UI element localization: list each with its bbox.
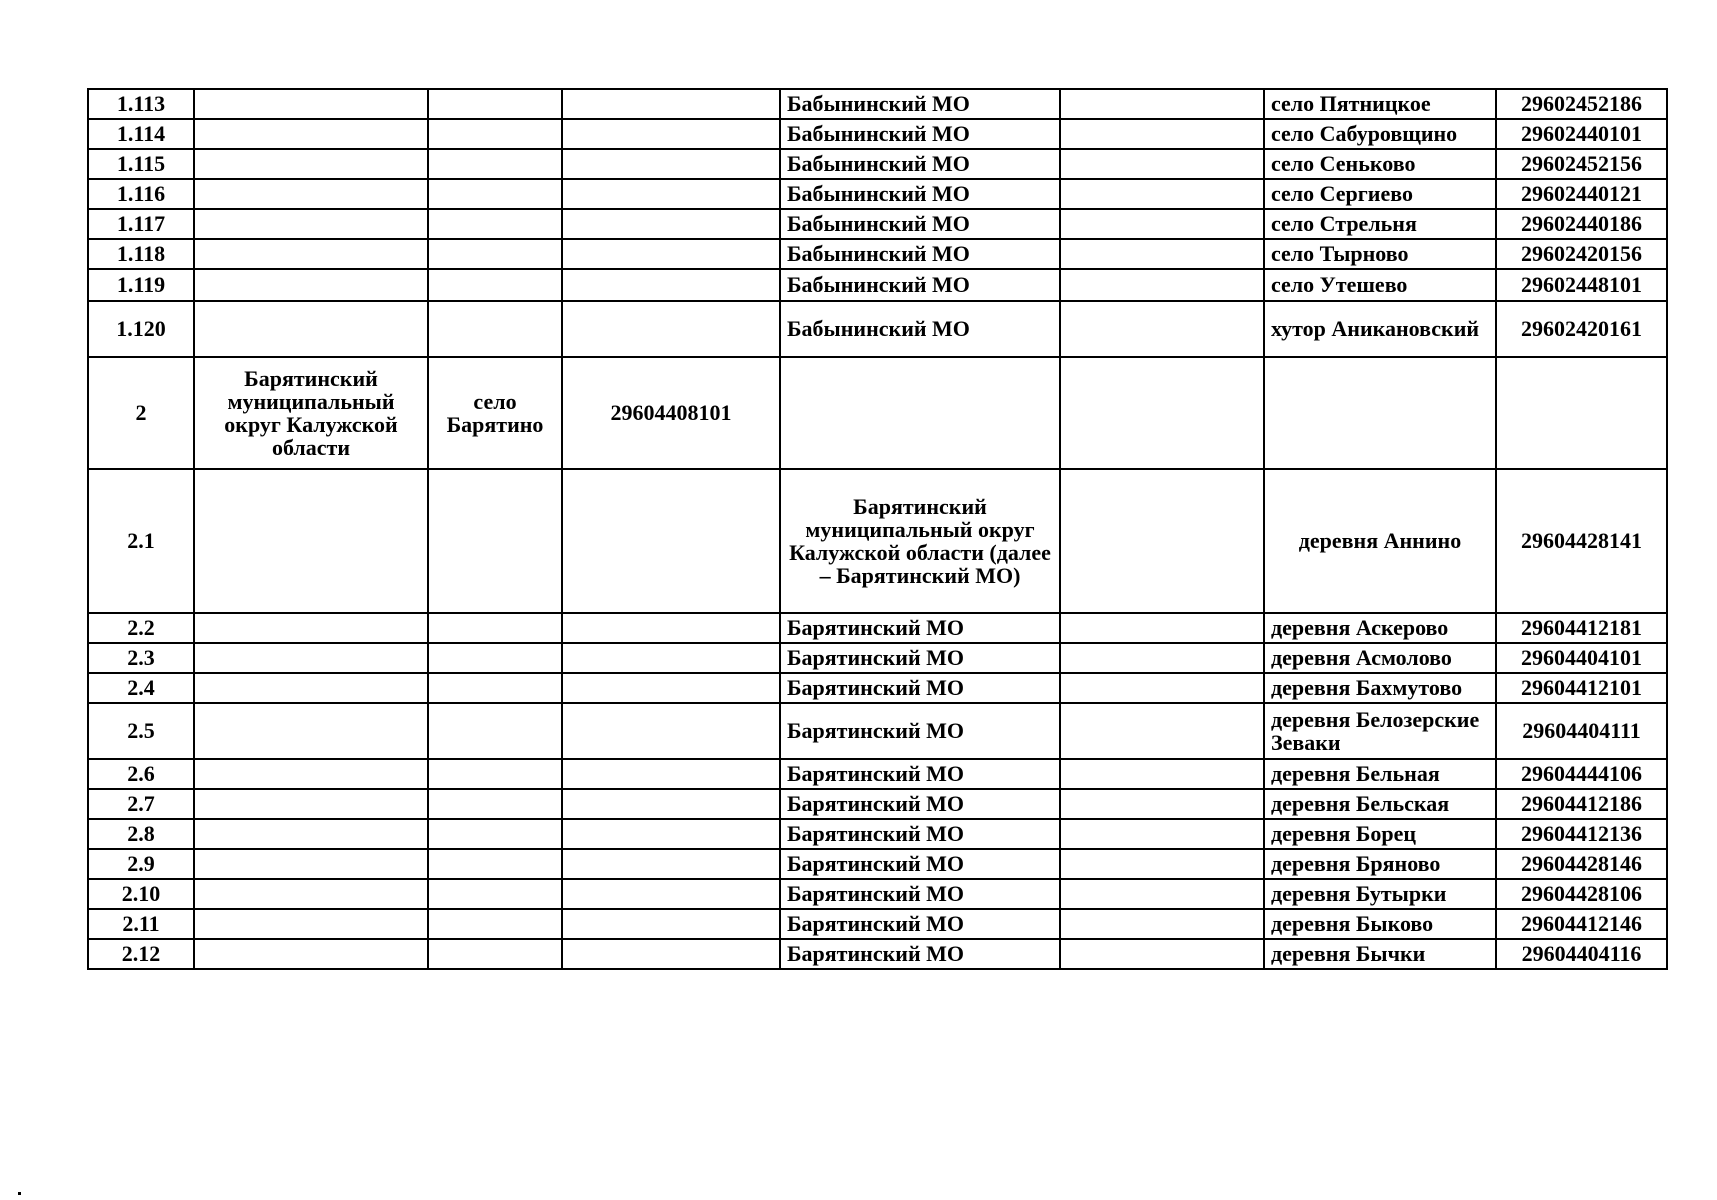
- row-number: 2: [88, 357, 194, 469]
- extra-cell: [1060, 819, 1264, 849]
- municipality-cell: Барятинский МО: [780, 879, 1060, 909]
- admin-center-cell: [428, 469, 562, 613]
- admin-center-cell: [428, 819, 562, 849]
- district-cell: [194, 849, 428, 879]
- extra-cell: [1060, 849, 1264, 879]
- settlement-cell: деревня Бряново: [1264, 849, 1496, 879]
- municipality-cell: Барятинский муниципальный округ Калужской области (далее – Барятинский МО): [780, 469, 1060, 613]
- table-row: [88, 89, 1667, 119]
- row-number: 2.7: [88, 789, 194, 819]
- row-number: 2.2: [88, 613, 194, 643]
- extra-cell: [1060, 179, 1264, 209]
- table-row: [88, 613, 1667, 643]
- table-row: [88, 239, 1667, 269]
- row-number: 2.5: [88, 703, 194, 759]
- extra-cell: [1060, 939, 1264, 969]
- municipality-cell: Бабынинский МО: [780, 89, 1060, 119]
- district-cell: [194, 673, 428, 703]
- district-cell: [194, 939, 428, 969]
- row-number: 2.1: [88, 469, 194, 613]
- row-number: 2.3: [88, 643, 194, 673]
- admin-code-cell: [562, 879, 780, 909]
- admin-code-cell: [562, 703, 780, 759]
- admin-code-cell: [562, 269, 780, 301]
- row-number: 1.118: [88, 239, 194, 269]
- admin-code-cell: 29604408101: [562, 357, 780, 469]
- settlements-table: [87, 88, 1668, 970]
- table-row: [88, 819, 1667, 849]
- row-number: 2.11: [88, 909, 194, 939]
- settlement-cell: деревня Бахмутово: [1264, 673, 1496, 703]
- table-row: [88, 909, 1667, 939]
- oktmo-code-cell: 29604428146: [1496, 849, 1667, 879]
- table-row: [88, 119, 1667, 149]
- municipality-cell: Бабынинский МО: [780, 149, 1060, 179]
- admin-center-cell: [428, 179, 562, 209]
- row-number: 2.6: [88, 759, 194, 789]
- municipality-cell: Бабынинский МО: [780, 301, 1060, 357]
- oktmo-code-cell: 29604428141: [1496, 469, 1667, 613]
- admin-code-cell: [562, 613, 780, 643]
- admin-code-cell: [562, 239, 780, 269]
- admin-center-cell: [428, 673, 562, 703]
- row-number: 2.4: [88, 673, 194, 703]
- district-cell: [194, 789, 428, 819]
- oktmo-code-cell: 29604412186: [1496, 789, 1667, 819]
- table-row: [88, 759, 1667, 789]
- admin-center-cell: [428, 939, 562, 969]
- oktmo-code-cell: 29602440121: [1496, 179, 1667, 209]
- oktmo-code-cell: 29604444106: [1496, 759, 1667, 789]
- oktmo-code-cell: 29602452186: [1496, 89, 1667, 119]
- municipality-cell: Барятинский МО: [780, 909, 1060, 939]
- municipality-cell: Барятинский МО: [780, 643, 1060, 673]
- admin-center-cell: [428, 119, 562, 149]
- row-number: 1.114: [88, 119, 194, 149]
- municipality-cell: Барятинский МО: [780, 703, 1060, 759]
- table-row: [88, 703, 1667, 759]
- table-row: [88, 209, 1667, 239]
- settlement-cell: хутор Аникановский: [1264, 301, 1496, 357]
- table-row: [88, 269, 1667, 301]
- oktmo-code-cell: 29602420161: [1496, 301, 1667, 357]
- settlement-cell: деревня Бутырки: [1264, 879, 1496, 909]
- extra-cell: [1060, 119, 1264, 149]
- settlement-cell: село Сергиево: [1264, 179, 1496, 209]
- district-cell: [194, 209, 428, 239]
- district-cell: [194, 909, 428, 939]
- row-number: 1.119: [88, 269, 194, 301]
- extra-cell: [1060, 357, 1264, 469]
- admin-code-cell: [562, 149, 780, 179]
- admin-center-cell: [428, 89, 562, 119]
- district-cell: [194, 703, 428, 759]
- admin-code-cell: [562, 759, 780, 789]
- table-row: [88, 301, 1667, 357]
- municipality-cell: Барятинский МО: [780, 673, 1060, 703]
- extra-cell: [1060, 613, 1264, 643]
- extra-cell: [1060, 149, 1264, 179]
- municipality-cell: Барятинский МО: [780, 849, 1060, 879]
- row-number: 1.117: [88, 209, 194, 239]
- admin-center-cell: [428, 301, 562, 357]
- oktmo-code-cell: 29604428106: [1496, 879, 1667, 909]
- settlement-cell: деревня Белозерские Зеваки: [1264, 703, 1496, 759]
- table-row: [88, 789, 1667, 819]
- oktmo-code-cell: 29602452156: [1496, 149, 1667, 179]
- admin-center-cell: [428, 703, 562, 759]
- admin-center-cell: [428, 613, 562, 643]
- district-cell: [194, 179, 428, 209]
- table-row: [88, 939, 1667, 969]
- district-cell: [194, 269, 428, 301]
- table-row: [88, 879, 1667, 909]
- extra-cell: [1060, 673, 1264, 703]
- municipality-cell: [780, 357, 1060, 469]
- admin-center-cell: [428, 239, 562, 269]
- admin-code-cell: [562, 89, 780, 119]
- scan-mark: [18, 1192, 21, 1195]
- admin-code-cell: [562, 469, 780, 613]
- admin-code-cell: [562, 789, 780, 819]
- admin-center-cell: [428, 759, 562, 789]
- row-number: 1.113: [88, 89, 194, 119]
- row-number: 1.115: [88, 149, 194, 179]
- admin-code-cell: [562, 909, 780, 939]
- municipality-cell: Барятинский МО: [780, 789, 1060, 819]
- table-row: [88, 849, 1667, 879]
- table-row: [88, 643, 1667, 673]
- oktmo-code-cell: 29604412136: [1496, 819, 1667, 849]
- district-cell: [194, 643, 428, 673]
- extra-cell: [1060, 239, 1264, 269]
- district-cell: [194, 879, 428, 909]
- municipality-cell: Барятинский МО: [780, 613, 1060, 643]
- row-number: 1.116: [88, 179, 194, 209]
- admin-code-cell: [562, 643, 780, 673]
- settlement-cell: деревня Бельная: [1264, 759, 1496, 789]
- municipality-cell: Барятинский МО: [780, 939, 1060, 969]
- extra-cell: [1060, 759, 1264, 789]
- oktmo-code-cell: 29602440101: [1496, 119, 1667, 149]
- extra-cell: [1060, 909, 1264, 939]
- district-cell: [194, 301, 428, 357]
- municipality-cell: Бабынинский МО: [780, 119, 1060, 149]
- row-number: 2.12: [88, 939, 194, 969]
- district-cell: [194, 89, 428, 119]
- row-number: 1.120: [88, 301, 194, 357]
- oktmo-code-cell: 29604412101: [1496, 673, 1667, 703]
- municipality-cell: Бабынинский МО: [780, 269, 1060, 301]
- table-row: [88, 673, 1667, 703]
- admin-center-cell: [428, 789, 562, 819]
- extra-cell: [1060, 209, 1264, 239]
- admin-center-cell: [428, 849, 562, 879]
- admin-code-cell: [562, 301, 780, 357]
- oktmo-code-cell: 29602440186: [1496, 209, 1667, 239]
- settlement-cell: деревня Борец: [1264, 819, 1496, 849]
- settlement-cell: [1264, 357, 1496, 469]
- district-cell: [194, 239, 428, 269]
- oktmo-code-cell: 29604404116: [1496, 939, 1667, 969]
- settlement-cell: деревня Бельская: [1264, 789, 1496, 819]
- extra-cell: [1060, 269, 1264, 301]
- admin-center-cell: [428, 149, 562, 179]
- district-cell: [194, 819, 428, 849]
- settlement-cell: деревня Быково: [1264, 909, 1496, 939]
- admin-code-cell: [562, 179, 780, 209]
- admin-code-cell: [562, 209, 780, 239]
- admin-center-cell: [428, 909, 562, 939]
- extra-cell: [1060, 789, 1264, 819]
- admin-center-cell: [428, 879, 562, 909]
- oktmo-code-cell: 29604412181: [1496, 613, 1667, 643]
- row-number: 2.9: [88, 849, 194, 879]
- extra-cell: [1060, 643, 1264, 673]
- settlement-cell: село Стрельня: [1264, 209, 1496, 239]
- extra-cell: [1060, 879, 1264, 909]
- district-cell: [194, 759, 428, 789]
- oktmo-code-cell: 29604404111: [1496, 703, 1667, 759]
- municipality-cell: Бабынинский МО: [780, 179, 1060, 209]
- table-row: [88, 469, 1667, 613]
- row-number: 2.10: [88, 879, 194, 909]
- table-row: [88, 357, 1667, 469]
- admin-center-cell: [428, 269, 562, 301]
- settlement-cell: село Сеньково: [1264, 149, 1496, 179]
- settlement-cell: село Сабуровщино: [1264, 119, 1496, 149]
- oktmo-code-cell: 29604404101: [1496, 643, 1667, 673]
- settlement-cell: деревня Аскерово: [1264, 613, 1496, 643]
- municipality-cell: Бабынинский МО: [780, 239, 1060, 269]
- row-number: 2.8: [88, 819, 194, 849]
- admin-code-cell: [562, 939, 780, 969]
- admin-center-cell: [428, 643, 562, 673]
- district-cell: [194, 613, 428, 643]
- district-cell: [194, 119, 428, 149]
- municipality-cell: Барятинский МО: [780, 819, 1060, 849]
- settlement-cell: село Тырново: [1264, 239, 1496, 269]
- oktmo-code-cell: 29604412146: [1496, 909, 1667, 939]
- oktmo-code-cell: 29602420156: [1496, 239, 1667, 269]
- district-cell: [194, 469, 428, 613]
- table-row: [88, 149, 1667, 179]
- district-cell: [194, 149, 428, 179]
- extra-cell: [1060, 469, 1264, 613]
- municipality-cell: Бабынинский МО: [780, 209, 1060, 239]
- settlement-cell: село Утешево: [1264, 269, 1496, 301]
- settlement-cell: деревня Бычки: [1264, 939, 1496, 969]
- admin-code-cell: [562, 673, 780, 703]
- admin-code-cell: [562, 119, 780, 149]
- admin-center-cell: село Барятино: [428, 357, 562, 469]
- admin-code-cell: [562, 849, 780, 879]
- admin-code-cell: [562, 819, 780, 849]
- settlement-cell: деревня Аннино: [1264, 469, 1496, 613]
- municipality-cell: Барятинский МО: [780, 759, 1060, 789]
- oktmo-code-cell: [1496, 357, 1667, 469]
- extra-cell: [1060, 89, 1264, 119]
- settlement-cell: деревня Асмолово: [1264, 643, 1496, 673]
- table-row: [88, 179, 1667, 209]
- extra-cell: [1060, 301, 1264, 357]
- extra-cell: [1060, 703, 1264, 759]
- oktmo-code-cell: 29602448101: [1496, 269, 1667, 301]
- admin-center-cell: [428, 209, 562, 239]
- settlement-cell: село Пятницкое: [1264, 89, 1496, 119]
- district-cell: Барятинский муниципальный округ Калужской области: [194, 357, 428, 469]
